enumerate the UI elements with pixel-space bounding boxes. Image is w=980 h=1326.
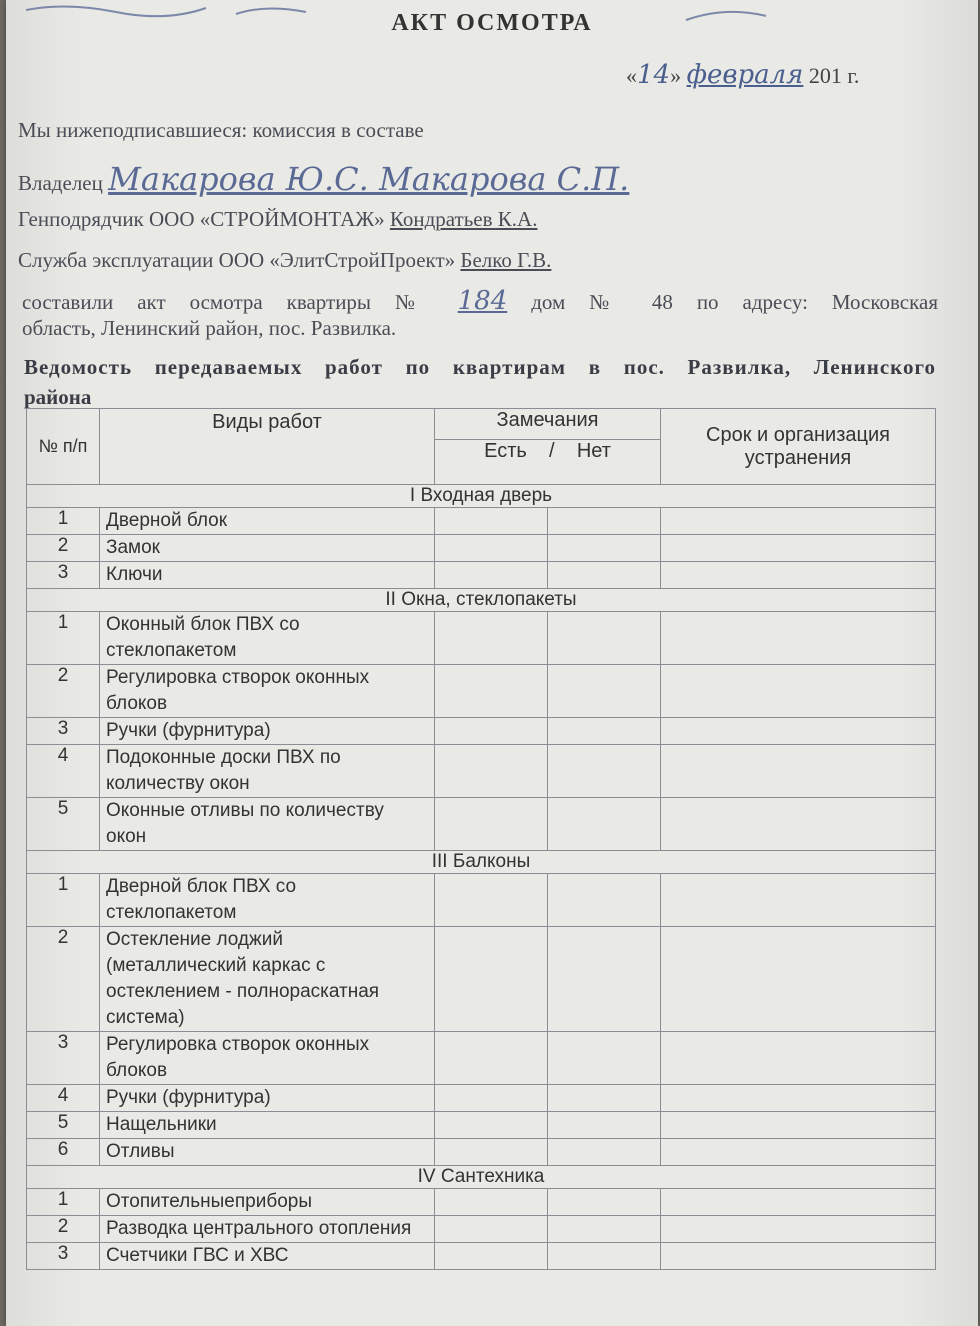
remark-yes-cell[interactable] [435, 612, 548, 665]
section-title: IV Сантехника [27, 1166, 936, 1189]
table-row [27, 665, 936, 718]
contractor-org: ООО «СТРОЙМОНТАЖ» [149, 207, 385, 231]
remark-yes-cell[interactable] [435, 562, 548, 589]
row-number: 5 [27, 1112, 100, 1139]
remark-no-cell[interactable] [547, 1189, 660, 1216]
table-row [27, 1189, 936, 1216]
work-type: Оконный блок ПВХ со стеклопакетом [100, 612, 435, 665]
remark-yes-cell[interactable] [435, 1139, 548, 1166]
service-org: ООО «ЭлитСтройПроект» [218, 248, 456, 272]
owner-signatures: Макарова Ю.С. Макарова С.П. [108, 160, 630, 198]
table-row [27, 1216, 936, 1243]
work-type: Отопительныеприборы [100, 1189, 435, 1216]
statement-line-2: района [24, 385, 92, 409]
section-row [27, 589, 936, 612]
section-title: II Окна, стеклопакеты [27, 589, 936, 612]
work-type: Отливы [100, 1139, 435, 1166]
work-type: Регулировка створок оконных блоков [100, 665, 435, 718]
remark-no-cell[interactable] [547, 1139, 660, 1166]
work-type: Разводка центрального отопления [100, 1216, 435, 1243]
term-cell[interactable] [661, 1243, 936, 1270]
remark-no-cell[interactable] [547, 1085, 660, 1112]
remark-no-cell[interactable] [547, 665, 660, 718]
date-quote-close: » [670, 63, 682, 88]
remark-yes-cell[interactable] [435, 1085, 548, 1112]
table-row [27, 612, 936, 665]
act-line [22, 286, 938, 316]
table-row [27, 927, 936, 1032]
remark-yes-cell[interactable] [435, 798, 548, 851]
contractor-label: Генподрядчик [18, 207, 144, 231]
date-line [626, 60, 859, 90]
term-cell[interactable] [661, 1139, 936, 1166]
section-title: III Балконы [27, 851, 936, 874]
header-yes: Есть [484, 440, 527, 462]
work-type: Дверной блок [100, 508, 435, 535]
owner-line [18, 160, 629, 198]
remark-no-cell[interactable] [547, 1216, 660, 1243]
remark-no-cell[interactable] [547, 1112, 660, 1139]
remark-no-cell[interactable] [547, 508, 660, 535]
remark-no-cell[interactable] [547, 562, 660, 589]
work-type: Подоконные доски ПВХ по количеству окон [100, 745, 435, 798]
row-number: 3 [27, 562, 100, 589]
table-row [27, 718, 936, 745]
term-cell[interactable] [661, 1189, 936, 1216]
table-row [27, 798, 936, 851]
header-num: № п/п [27, 409, 100, 485]
row-number: 6 [27, 1139, 100, 1166]
header-term: Срок и организация устранения [661, 409, 936, 485]
term-cell[interactable] [661, 612, 936, 665]
act-text: составили акт осмотра квартиры № [22, 290, 434, 314]
row-number: 1 [27, 508, 100, 535]
remark-no-cell[interactable] [547, 1032, 660, 1085]
remark-yes-cell[interactable] [435, 508, 548, 535]
work-type: Ключи [100, 562, 435, 589]
owner-label: Владелец [18, 171, 103, 195]
document-page [6, 0, 978, 1326]
remark-yes-cell[interactable] [435, 1032, 548, 1085]
term-cell[interactable] [661, 1032, 936, 1085]
work-type: Замок [100, 535, 435, 562]
contractor-line [18, 207, 537, 232]
row-number: 2 [27, 927, 100, 1032]
table-row [27, 1243, 936, 1270]
header-remarks: Замечания [435, 409, 661, 440]
work-type: Ручки (фурнитура) [100, 718, 435, 745]
remark-yes-cell[interactable] [435, 665, 548, 718]
document-title: АКТ ОСМОТРА [391, 10, 593, 36]
remark-yes-cell[interactable] [435, 1216, 548, 1243]
row-number: 2 [27, 1216, 100, 1243]
work-type: Счетчики ГВС и ХВС [100, 1243, 435, 1270]
remark-no-cell[interactable] [547, 798, 660, 851]
remark-no-cell[interactable] [547, 535, 660, 562]
term-cell[interactable] [661, 1085, 936, 1112]
row-number: 4 [27, 1085, 100, 1112]
term-cell[interactable] [661, 508, 936, 535]
table-row [27, 562, 936, 589]
service-label: Служба эксплуатации [18, 248, 214, 272]
row-number: 1 [27, 612, 100, 665]
row-number: 3 [27, 718, 100, 745]
term-cell[interactable] [661, 1216, 936, 1243]
row-number: 3 [27, 1243, 100, 1270]
table-row [27, 535, 936, 562]
row-number: 1 [27, 874, 100, 927]
remark-yes-cell[interactable] [435, 745, 548, 798]
section-title: I Входная дверь [27, 485, 936, 508]
term-cell[interactable] [661, 874, 936, 927]
section-row [27, 1166, 936, 1189]
works-table [26, 408, 936, 1270]
remark-yes-cell[interactable] [435, 535, 548, 562]
header-work: Виды работ [100, 409, 435, 485]
table-row [27, 1032, 936, 1085]
table-row [27, 508, 936, 535]
remark-no-cell[interactable] [547, 612, 660, 665]
service-line [18, 248, 551, 273]
address-line: область, Ленинский район, пос. Развилка. [22, 316, 397, 340]
header-yes-no [435, 440, 661, 485]
term-cell[interactable] [661, 798, 936, 851]
date-month: февраля [686, 60, 804, 90]
term-cell[interactable] [661, 535, 936, 562]
date-suffix: г. [847, 63, 860, 88]
work-type: Нащельники [100, 1112, 435, 1139]
row-number: 2 [27, 535, 100, 562]
remark-no-cell[interactable] [547, 874, 660, 927]
work-type: Регулировка створок оконных блоков [100, 1032, 435, 1085]
remark-yes-cell[interactable] [435, 1189, 548, 1216]
term-cell[interactable] [661, 718, 936, 745]
act-address-start: дом № 48 по адресу: Московская [531, 290, 938, 314]
header-sep: / [549, 440, 555, 462]
date-quote-open: « [626, 63, 637, 88]
work-type: Ручки (фурнитура) [100, 1085, 435, 1112]
work-type: Дверной блок ПВХ со стеклопакетом [100, 874, 435, 927]
term-cell[interactable] [661, 745, 936, 798]
remark-no-cell[interactable] [547, 745, 660, 798]
remark-no-cell[interactable] [547, 718, 660, 745]
row-number: 5 [27, 798, 100, 851]
remark-no-cell[interactable] [547, 1243, 660, 1270]
term-cell[interactable] [661, 927, 936, 1032]
remark-no-cell[interactable] [547, 927, 660, 1032]
section-row [27, 485, 936, 508]
section-row [27, 851, 936, 874]
table-row [27, 1085, 936, 1112]
remark-yes-cell[interactable] [435, 927, 548, 1032]
work-type: Остекление лоджий (металлический каркас с остеклением - полнораскатная система) [100, 927, 435, 1032]
table-row [27, 745, 936, 798]
row-number: 3 [27, 1032, 100, 1085]
service-person: Белко Г.В. [460, 248, 552, 272]
table-body [27, 485, 936, 1270]
table-row [27, 874, 936, 927]
apartment-number: 184 [457, 286, 508, 316]
term-cell[interactable] [661, 562, 936, 589]
work-type: Оконные отливы по количеству окон [100, 798, 435, 851]
row-number: 2 [27, 665, 100, 718]
header-no: Нет [576, 440, 611, 462]
remark-yes-cell[interactable] [435, 1243, 548, 1270]
remark-yes-cell[interactable] [435, 718, 548, 745]
remark-yes-cell[interactable] [435, 874, 548, 927]
contractor-person: Кондратьев К.А. [389, 207, 538, 231]
date-day: 14 [637, 60, 671, 90]
statement-line: Ведомость передаваемых работ по квартирам в пос. Развилка, Ленинского [24, 355, 936, 379]
date-year: 201 [808, 63, 842, 88]
row-number: 4 [27, 745, 100, 798]
intro-line: Мы нижеподписавшиеся: комиссия в составе [18, 118, 424, 142]
remark-yes-cell[interactable] [435, 1112, 548, 1139]
table-row [27, 1139, 936, 1166]
term-cell[interactable] [661, 1112, 936, 1139]
row-number: 1 [27, 1189, 100, 1216]
table-row [27, 1112, 936, 1139]
term-cell[interactable] [661, 665, 936, 718]
